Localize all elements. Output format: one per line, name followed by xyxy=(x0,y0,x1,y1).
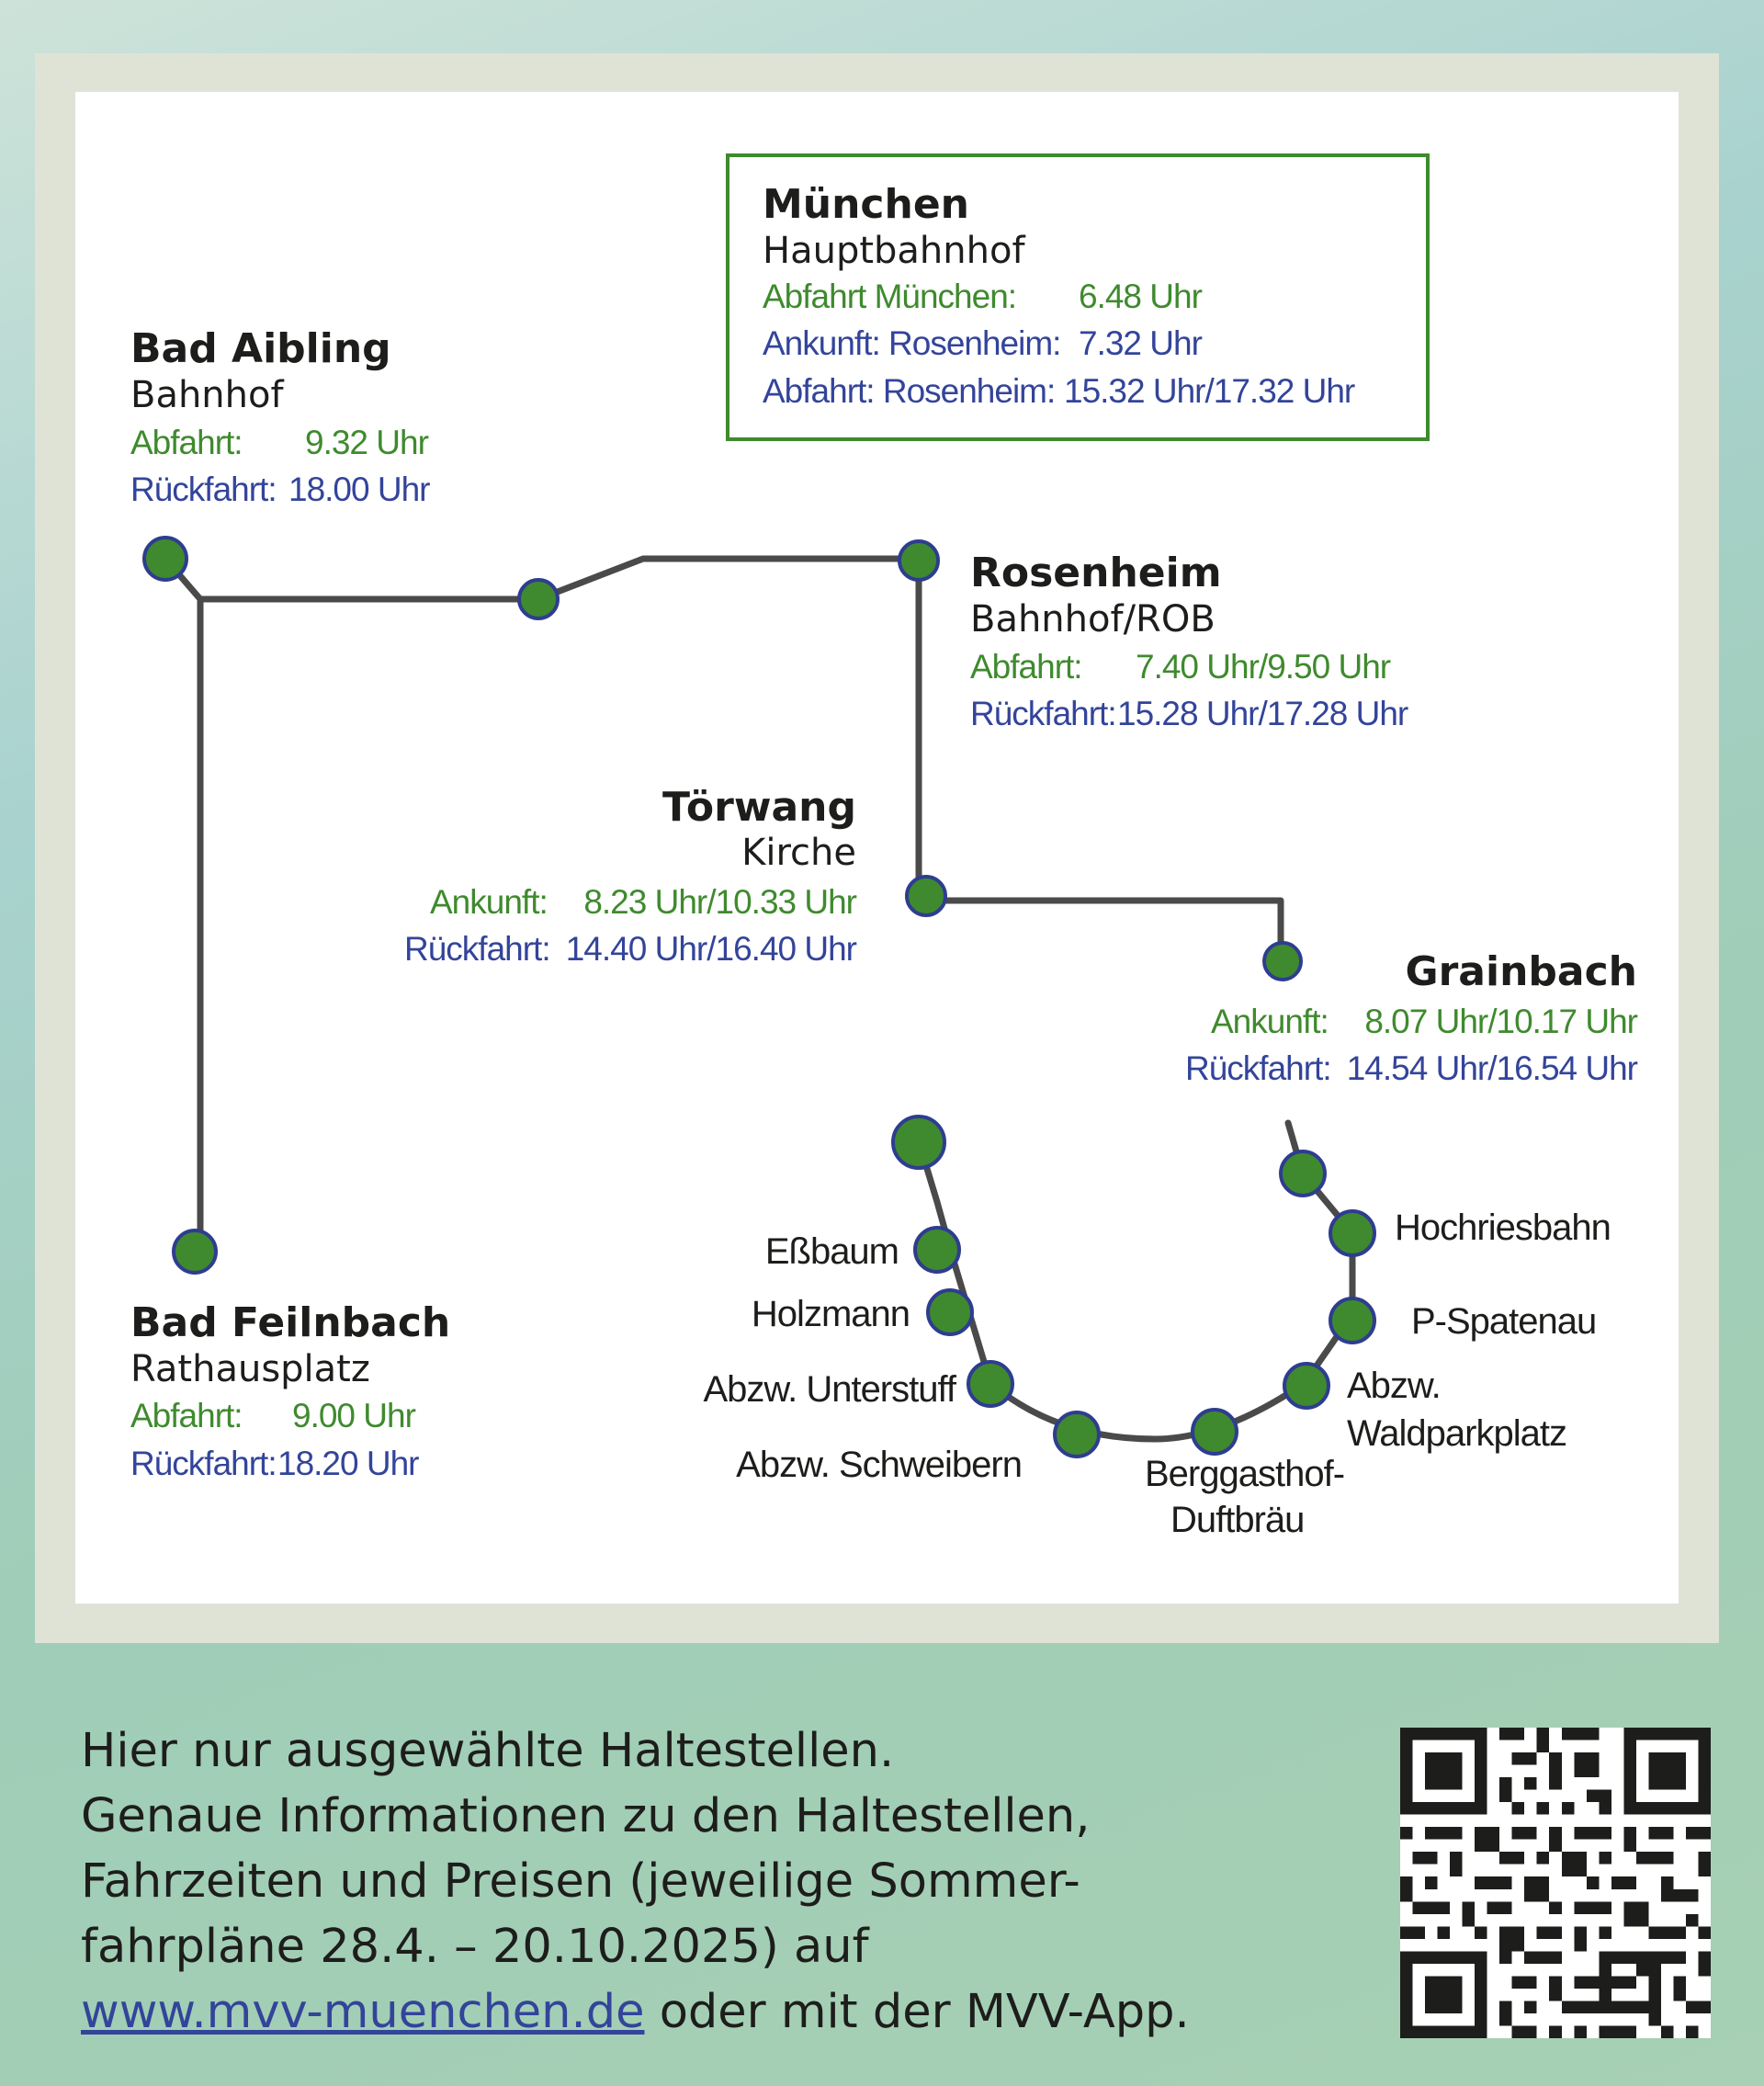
muenchen-row-3-key: Abfahrt: Rosenheim: xyxy=(763,372,1056,410)
footer-line-5 xyxy=(81,1979,1358,2045)
stop-marker-schweibern xyxy=(1055,1412,1099,1457)
stop-label-waldparkplatz-line1: Abzw. xyxy=(1347,1366,1441,1406)
toerwang-arrival-key: Ankunft: xyxy=(430,883,548,921)
stop-label-schweibern: Abzw. Schweibern xyxy=(736,1445,1022,1485)
stop-label-unterstuff: Abzw. Unterstuff xyxy=(703,1369,956,1410)
stop-label-berggasthof-line2: Duftbräu xyxy=(1170,1500,1305,1540)
stop-label-holzmann: Holzmann xyxy=(751,1294,910,1334)
station-name-rosenheim: Rosenheim xyxy=(970,550,1222,596)
muenchen-row-2-value: 7.32 Uhr xyxy=(1079,324,1202,362)
grainbach-return-time: 14.54 Uhr/16.54 Uhr xyxy=(1346,1049,1637,1087)
rosenheim-return-key: Rückfahrt: xyxy=(970,695,1116,732)
stop-marker-spatenau xyxy=(1330,1298,1374,1343)
muenchen-row-1-value: 6.48 Uhr xyxy=(1079,278,1202,315)
qr-code-icon[interactable] xyxy=(1400,1728,1711,2038)
toerwang-return-time: 14.40 Uhr/16.40 Uhr xyxy=(565,930,856,968)
footer-line-3: Fahrzeiten und Preisen (jeweilige Sommer- xyxy=(81,1854,1080,1909)
stop-marker-bad-aibling xyxy=(144,538,187,580)
stop-label-hochriesbahn: Hochriesbahn xyxy=(1395,1207,1611,1248)
rosenheim-departure-key: Abfahrt: xyxy=(970,648,1082,686)
station-sub-toerwang: Kirche xyxy=(741,832,856,874)
stop-marker-bad-feilnbach xyxy=(174,1230,216,1273)
stop-marker-intermediate xyxy=(519,580,558,618)
bad-aibling-return-key: Rückfahrt: xyxy=(130,470,277,508)
station-sub-rosenheim: Bahnhof/ROB xyxy=(970,598,1216,641)
mvv-website-link[interactable]: www.mvv-muenchen.de xyxy=(81,1985,645,2039)
stop-marker-upper-right xyxy=(1281,1151,1325,1196)
stop-marker-waldparkplatz xyxy=(1284,1364,1329,1408)
footer-info-text xyxy=(81,1718,1358,2045)
station-name-bad-feilnbach: Bad Feilnbach xyxy=(130,1299,451,1346)
station-name-muenchen: München xyxy=(763,181,970,228)
stop-marker-holzmann xyxy=(928,1290,972,1334)
stop-marker-berggasthof xyxy=(1193,1410,1237,1454)
rosenheim-departure-time: 7.40 Uhr/9.50 Uhr xyxy=(1136,648,1391,686)
bad-feilnbach-return-key: Rückfahrt: xyxy=(130,1445,277,1482)
bad-aibling-return-time: 18.00 Uhr xyxy=(288,470,430,508)
bad-feilnbach-departure-key: Abfahrt: xyxy=(130,1397,243,1434)
bad-aibling-departure-key: Abfahrt: xyxy=(130,424,243,461)
station-sub-bad-aibling: Bahnhof xyxy=(130,374,284,416)
stop-marker-essbaum xyxy=(915,1228,959,1272)
station-name-grainbach: Grainbach xyxy=(1405,948,1637,995)
rosenheim-return-time: 15.28 Uhr/17.28 Uhr xyxy=(1117,695,1408,732)
station-sub-bad-feilnbach: Rathausplatz xyxy=(130,1348,370,1390)
station-sub-muenchen: Hauptbahnhof xyxy=(763,230,1025,272)
stop-label-berggasthof-line1: Berggasthof- xyxy=(1145,1454,1345,1494)
toerwang-arrival-time: 8.23 Uhr/10.33 Uhr xyxy=(583,883,856,921)
stop-marker-unterstuff xyxy=(968,1362,1012,1406)
bad-feilnbach-departure-time: 9.00 Uhr xyxy=(292,1397,415,1434)
stop-marker-top xyxy=(893,1117,944,1168)
footer-line-2: Genaue Informationen zu den Haltestellen, xyxy=(81,1789,1091,1843)
footer-line-5-rest: oder mit der MVV-App. xyxy=(644,1985,1190,2039)
stop-marker-grainbach xyxy=(1264,943,1301,980)
stop-marker-toerwang xyxy=(907,877,945,915)
grainbach-arrival-key: Ankunft: xyxy=(1211,1003,1329,1040)
bad-aibling-departure-time: 9.32 Uhr xyxy=(305,424,428,461)
bad-feilnbach-return-time: 18.20 Uhr xyxy=(277,1445,419,1482)
toerwang-return-key: Rückfahrt: xyxy=(404,930,550,968)
muenchen-info-box xyxy=(726,153,1430,441)
stop-marker-hochriesbahn xyxy=(1330,1211,1374,1255)
stop-label-essbaum: Eßbaum xyxy=(764,1231,899,1272)
grainbach-arrival-time: 8.07 Uhr/10.17 Uhr xyxy=(1364,1003,1637,1040)
stop-marker-rosenheim xyxy=(899,541,938,580)
footer-line-4: fahrpläne 28.4. – 20.10.2025) auf xyxy=(81,1920,869,1974)
stop-label-spatenau: P-Spatenau xyxy=(1411,1301,1597,1342)
muenchen-row-3-value: 15.32 Uhr/17.32 Uhr xyxy=(1064,372,1355,410)
footer-line-1: Hier nur ausgewählte Haltestellen. xyxy=(81,1724,895,1778)
station-name-toerwang: Törwang xyxy=(662,784,856,831)
route-line-toerwang-grainbach xyxy=(919,901,1281,960)
grainbach-return-key: Rückfahrt: xyxy=(1185,1049,1331,1087)
stop-label-waldparkplatz-line2: Waldparkplatz xyxy=(1347,1413,1566,1454)
muenchen-row-1-key: Abfahrt München: xyxy=(763,278,1017,315)
muenchen-row-2-key: Ankunft: Rosenheim: xyxy=(763,324,1061,362)
station-name-bad-aibling: Bad Aibling xyxy=(130,325,391,372)
